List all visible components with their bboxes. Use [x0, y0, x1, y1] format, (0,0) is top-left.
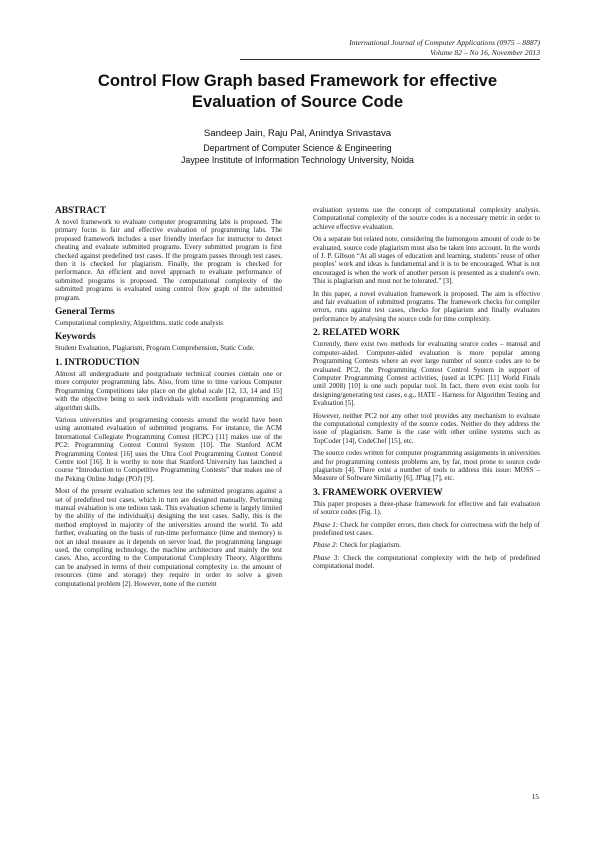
- introduction-heading: 1. INTRODUCTION: [55, 357, 140, 368]
- general-terms-text: Computational complexity, Algorithms, static code analysis: [55, 319, 224, 328]
- phase-2-paragraph: [313, 541, 540, 549]
- introduction-paragraph-3: Most of the present evaluation schemes test the submitted programs against a set of predefined test cases, which in turn are designed manually. Performing manual evaluation is one tedious task. This evaluation scheme is largely limited by the ability of the individual(s) designing the test cases. Sadly, this is the method employed in majority of the universities around the world. To add further, evaluating on the basis of run-time performance (time and memory) is not an ideal measure as it depends on server load, the programming language used, the compiling technology, the machine architecture and mainly the test cases. Also, according to the Computational Complexity Theory, Algorithms can be analysed in terms of their computational complexity i.e. the amount of resources (time and storage) they require in order to solve a given computational problem [2]. However, none of the current: [55, 487, 282, 588]
- page-number: 15: [531, 792, 539, 801]
- related-work-paragraph-1: Currently, there exist two methods for evaluating source codes – manual and computer-aided. Computer-aided evaluation is more popular among Programming Contests where an ever large number of source codes are to be evaluated. PC2, the Programming Contest Control System in support of Computer Programming Contest activities, (used at ICPC [11] World Finals until 2008) [10] is one such popular tool. In fact, there even exist tools for designing/generating test cases, e.g., HATE - Harness for Algorithm Testing and Evaluation [5].: [313, 340, 540, 408]
- phase-1-label: Phase 1:: [313, 520, 339, 529]
- framework-paragraph-1: This paper proposes a three-phase framework for effective and fair evaluation of source codes (Fig. 1).: [313, 499, 540, 517]
- related-work-heading: 2. RELATED WORK: [313, 328, 400, 339]
- related-work-paragraph-3: The source codes written for computer programming assignments in universities and for programming contests problems are, by far, most prone to source code plagiarism [4]. There exist a number of tools to address this issue: MOSS – Measure of Software Similarity [6], JPlag [7], etc.: [313, 449, 540, 483]
- paper-title-line-1: Control Flow Graph based Framework for effective: [97, 71, 498, 90]
- authors: Sandeep Jain, Raju Pal, Anindya Srivastava: [203, 128, 392, 139]
- institute: Jaypee Institute of Information Technology University, Noida: [181, 155, 414, 165]
- journal-header: [240, 38, 540, 57]
- introduction-paragraph-4: evaluation systems use the concept of computational complexity analysis. Computational complexity of the source codes is a necessary metric in order to achieve effective evaluation.: [313, 206, 540, 231]
- keywords-heading: Keywords: [55, 332, 96, 343]
- department: Department of Computer Science & Engineering: [203, 143, 392, 153]
- introduction-paragraph-2: Various universities and programming contests around the world have been using automated evaluation of submitted programs. For instance, the ACM International Collegiate Programming Contest (ICPC) [11] makes use of the PC2: Programming Contest Control System [10]. The Stanford ACM Programming Contest [16] uses the Ultra Cool Programming Contest Control Centre tool [16]. It is worthy to note that Stanford University has launched a course “Introduction to Competitive Programming Contests” that makes use of the Peking Online Judge (POJ) [9].: [55, 415, 282, 483]
- phase-3-paragraph: [313, 554, 540, 571]
- phase-3-label: Phase 3:: [313, 553, 340, 562]
- abstract-text: A novel framework to evaluate computer programming labs is proposed. The primary focus is fair and effective evaluation of programming labs. The proposed framework includes a user friendly interface for instructor to detect cheating and evaluate submitted programs. Every submitted program is first checked against predefined test cases. If the program passes through test cases, then it is checked for plagiarism. Finally, the program is checked for performance. An efficient and novel approach to evaluate performance of submitted programs is proposed. The computational complexity of the submitted programs is evaluated using control flow graph of the submitted program.: [55, 218, 282, 302]
- framework-heading: 3. FRAMEWORK OVERVIEW: [313, 487, 443, 498]
- phase-1-text: Check for compiler errors, then check for correctness with the help of predefined test cases.: [313, 520, 540, 537]
- journal-name: International Journal of Computer Applications (0975 – 8887): [349, 38, 540, 47]
- general-terms-heading: General Terms: [55, 307, 115, 318]
- introduction-paragraph-5: On a separate but related note, considering the humongous amount of code to be evaluated, source code plagiarism must also be taken into account. In the words of J. P. Gibson “At all stages of education and learning, students’ reuse of other peoples’ work and ideas is fundamental and it is to be encouraged. What is not encouraged is when the work of another person is presented as a student's own. This is plagiarism and must not be tolerated.” [3].: [313, 235, 540, 286]
- phase-3-text: Check the computational complexity with the help of predefined computational model.: [313, 553, 540, 571]
- paper-title: [60, 70, 535, 112]
- phase-1-paragraph: [313, 521, 540, 538]
- keywords-text: Student Evaluation, Plagiarism, Program Comprehension, Static Code.: [55, 344, 255, 353]
- phase-2-text: Check for plagiarism.: [337, 541, 401, 550]
- phase-2-label: Phase 2:: [313, 541, 338, 550]
- paper-title-line-2: Evaluation of Source Code: [191, 92, 404, 111]
- header-rule: [240, 59, 540, 60]
- abstract-heading: ABSTRACT: [55, 206, 107, 216]
- right-column: [313, 206, 540, 575]
- related-work-paragraph-2: However, neither PC2 nor any other tool provides any mechanism to evaluate the computational complexity of the source codes. Neither do they address the issue of plagiarism. Same is the case with other online systems such as TopCoder [14], CodeChef [15], etc.: [313, 411, 540, 445]
- journal-volume: Volume 82 – No 16, November 2013: [430, 47, 540, 57]
- introduction-paragraph-6: In this paper, a novel evaluation framework is proposed. The aim is effective and fair evaluation of submitted programs. The framework checks for compiler errors, runs against test cases, checks for plagiarism and finally evaluates performance by analysing the source code for time complexity.: [313, 289, 540, 323]
- introduction-paragraph-1: Almost all undergraduate and postgraduate technical courses contain one or more computer programming labs. Also, from time to time various Computer Programming Competitions take place on the global scale [12, 13, 14 and 15] with the objective being to seek individuals with excellent programming and algorithm skills.: [55, 369, 282, 412]
- left-column: [55, 206, 282, 592]
